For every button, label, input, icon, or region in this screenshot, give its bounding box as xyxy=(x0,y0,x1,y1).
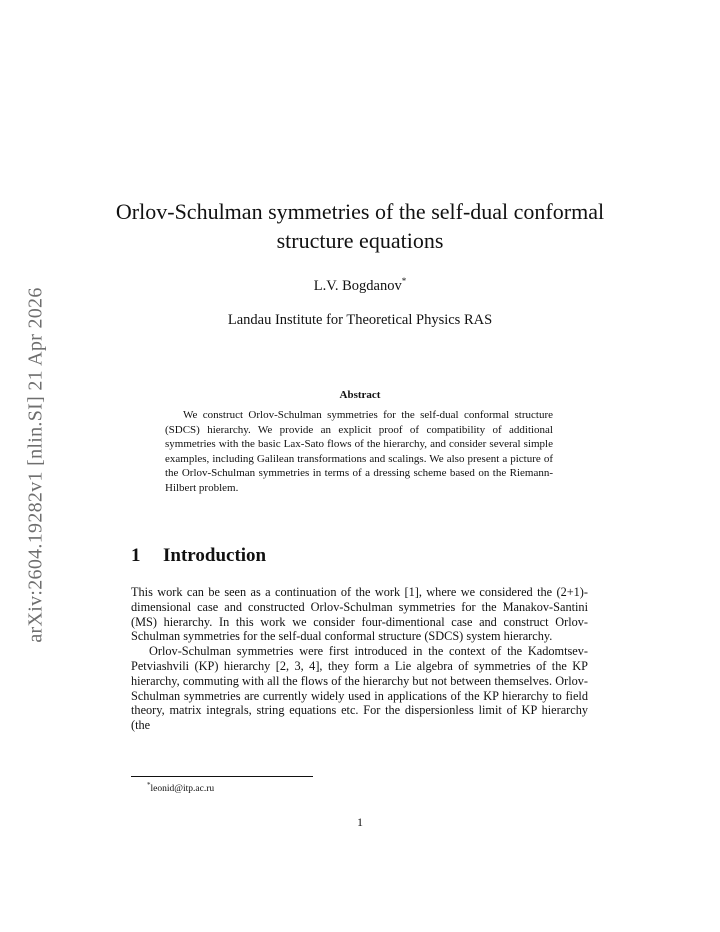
page-number: 1 xyxy=(357,815,363,829)
abstract-text: We construct Orlov-Schulman symmetries for the self-dual conformal structure (SDCS) hierarchy. We provide an explicit proof of compatibility of additional symmetries with the basic Lax-Sato flows of the hierarchy, and consider several simple examples, including Galilean transformations and scalings. We also present a picture of the Orlov-Schulman symmetries in terms of a dressing scheme based on the Riemann-Hilbert problem. xyxy=(165,409,553,494)
section-body xyxy=(131,585,588,733)
body-paragraph: Orlov-Schulman symmetries were first introduced in the context of the Kadomtsev-Petviashvili (KP) hierarchy [2, 3, 4], they form a Lie algebra of symmetries of the KP hierarchy, commuting with all the flows of the hierarchy but not between themselves. Orlov-Schulman symmetries are currently widely used in applications of the KP hierarchy to field theory, matrix integrals, string equations etc. For the dispersionless limit of KP hierarchy (the xyxy=(131,644,588,733)
author-line xyxy=(110,276,610,295)
footnote xyxy=(147,781,214,794)
author-footnote-mark: * xyxy=(401,276,407,286)
section-title: Introduction xyxy=(163,545,267,566)
author-affiliation: Landau Institute for Theoretical Physics RAS xyxy=(227,312,493,328)
author-name: L.V. Bogdanov xyxy=(313,277,402,294)
arxiv-identifier-stamp: arXiv:2604.19282v1 [nlin.SI] 21 Apr 2026 xyxy=(24,287,47,643)
section-number: 1 xyxy=(131,545,141,566)
footnote-mark: * xyxy=(147,781,151,789)
section-heading xyxy=(131,545,266,567)
footnote-email: leonid@itp.ac.ru xyxy=(150,784,215,795)
body-paragraph: This work can be seen as a continuation of the work [1], where we considered the (2+1)-dimensional case and constructed Orlov-Schulman symmetries for the Manakov-Santini (MS) hierarchy. In this work we consider four-dimentional case and construct Orlov-Schulman symmetries for the self-dual conformal structure (SDCS) system hierarchy. xyxy=(131,585,588,644)
paper-title: Orlov-Schulman symmetries of the self-dual conformal structure equations xyxy=(115,199,605,253)
abstract-heading: Abstract xyxy=(339,389,381,401)
footnote-divider xyxy=(131,776,313,777)
